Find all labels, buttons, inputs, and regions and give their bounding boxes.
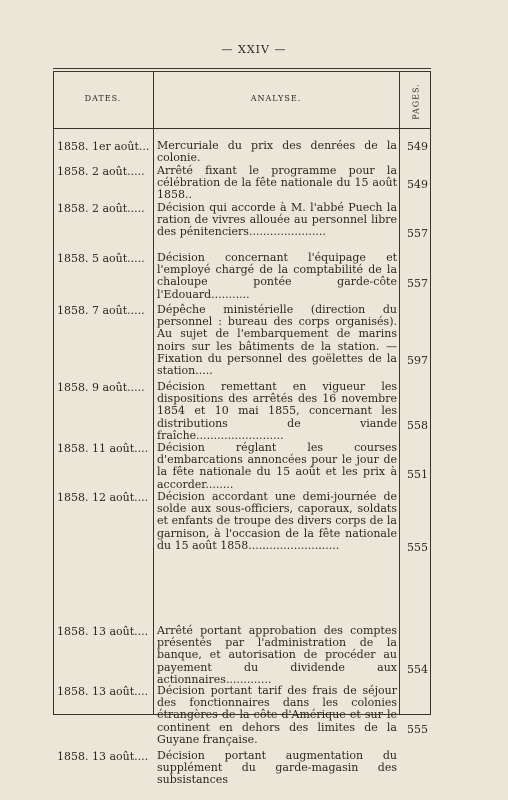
- row-page: 555: [407, 541, 428, 554]
- row-page: 597: [407, 354, 428, 367]
- row-analysis: Décision réglant les courses d'embarcations annoncées pour le jour de la fête nationale du 15 août et les prix à accorder........: [157, 441, 397, 491]
- row-analysis: Décision portant tarif des frais de séjour des fonctionnaires dans les colonies étrangères de la côte d'Amérique et sur le continent en dehors des limites de la Guyane française.: [157, 684, 397, 746]
- row-analysis: Dépêche ministérielle (direction du personnel : bureau des corps organisés). Au sujet de l'embarquement de marins noirs sur les bâtiments de la station. — Fixation du personnel des goëlettes de la station.....: [157, 303, 397, 378]
- row-date: 1858. 5 août.....: [57, 252, 145, 265]
- table-header: [53, 72, 431, 129]
- row-page: 554: [407, 663, 428, 676]
- column-header-dates: DATES.: [84, 94, 122, 103]
- column-header-pages-cell: [402, 78, 430, 124]
- row-date: 1858. 11 août....: [57, 442, 149, 455]
- row-date: 1858. 13 août....: [57, 685, 149, 698]
- row-date: 1858. 1er août...: [57, 140, 150, 153]
- row-analysis: Décision qui accorde à M. l'abbé Puech la ration de vivres allouée au personnel libre des pénitenciers......................: [157, 201, 397, 239]
- row-date: 1858. 7 août.....: [57, 304, 145, 317]
- column-divider-dates: [153, 72, 154, 714]
- row-date: 1858. 13 août....: [57, 625, 149, 638]
- row-page: 549: [407, 140, 428, 153]
- row-page: 551: [407, 468, 428, 481]
- row-page: 549: [407, 178, 428, 191]
- row-page: 555: [407, 723, 428, 736]
- column-header-analysis: ANALYSE.: [250, 94, 302, 103]
- column-header-pages: PAGES.: [411, 82, 421, 120]
- row-analysis: Décision remettant en vigueur les dispositions des arrêtés des 16 novembre 1854 et 10 mai 1855, concernant les distributions de viande fraîche.........................: [157, 380, 397, 442]
- row-date: 1858. 9 août.....: [57, 381, 145, 394]
- column-divider-pages: [399, 72, 400, 714]
- row-analysis: Décision portant augmentation du supplément du garde-magasin des subsistances: [157, 749, 397, 787]
- row-date: 1858. 2 août.....: [57, 165, 145, 178]
- row-analysis: Décision concernant l'équipage et l'employé chargé de la comptabilité de la chaloupe pontée garde-côte l'Edouard...........: [157, 251, 397, 301]
- row-analysis: Décision accordant une demi-journée de solde aux sous-officiers, caporaux, soldats et enfants de troupe des divers corps de la garnison, à l'occasion de la fête nationale du 15 août 1858..........................: [157, 490, 397, 552]
- row-analysis: Mercuriale du prix des denrées de la colonie.: [157, 139, 397, 165]
- row-page: 557: [407, 277, 428, 290]
- page-number: — XXIV —: [221, 43, 287, 56]
- table-border-left: [53, 72, 54, 714]
- row-analysis: Arrêté portant approbation des comptes présentés par l'administration de la banque, et autorisation de procéder au payement du dividende aux actionnaires.............: [157, 624, 397, 686]
- index-table: [53, 68, 431, 787]
- row-date: 1858. 12 août....: [57, 491, 149, 504]
- row-analysis: Arrêté fixant le programme pour la célébration de la fête nationale du 15 août 1858..: [157, 164, 397, 202]
- row-date: 1858. 13 août....: [57, 750, 149, 763]
- row-date: 1858. 2 août.....: [57, 202, 145, 215]
- row-page: 558: [407, 419, 428, 432]
- row-page: 557: [407, 227, 428, 240]
- table-border-right: [430, 72, 431, 714]
